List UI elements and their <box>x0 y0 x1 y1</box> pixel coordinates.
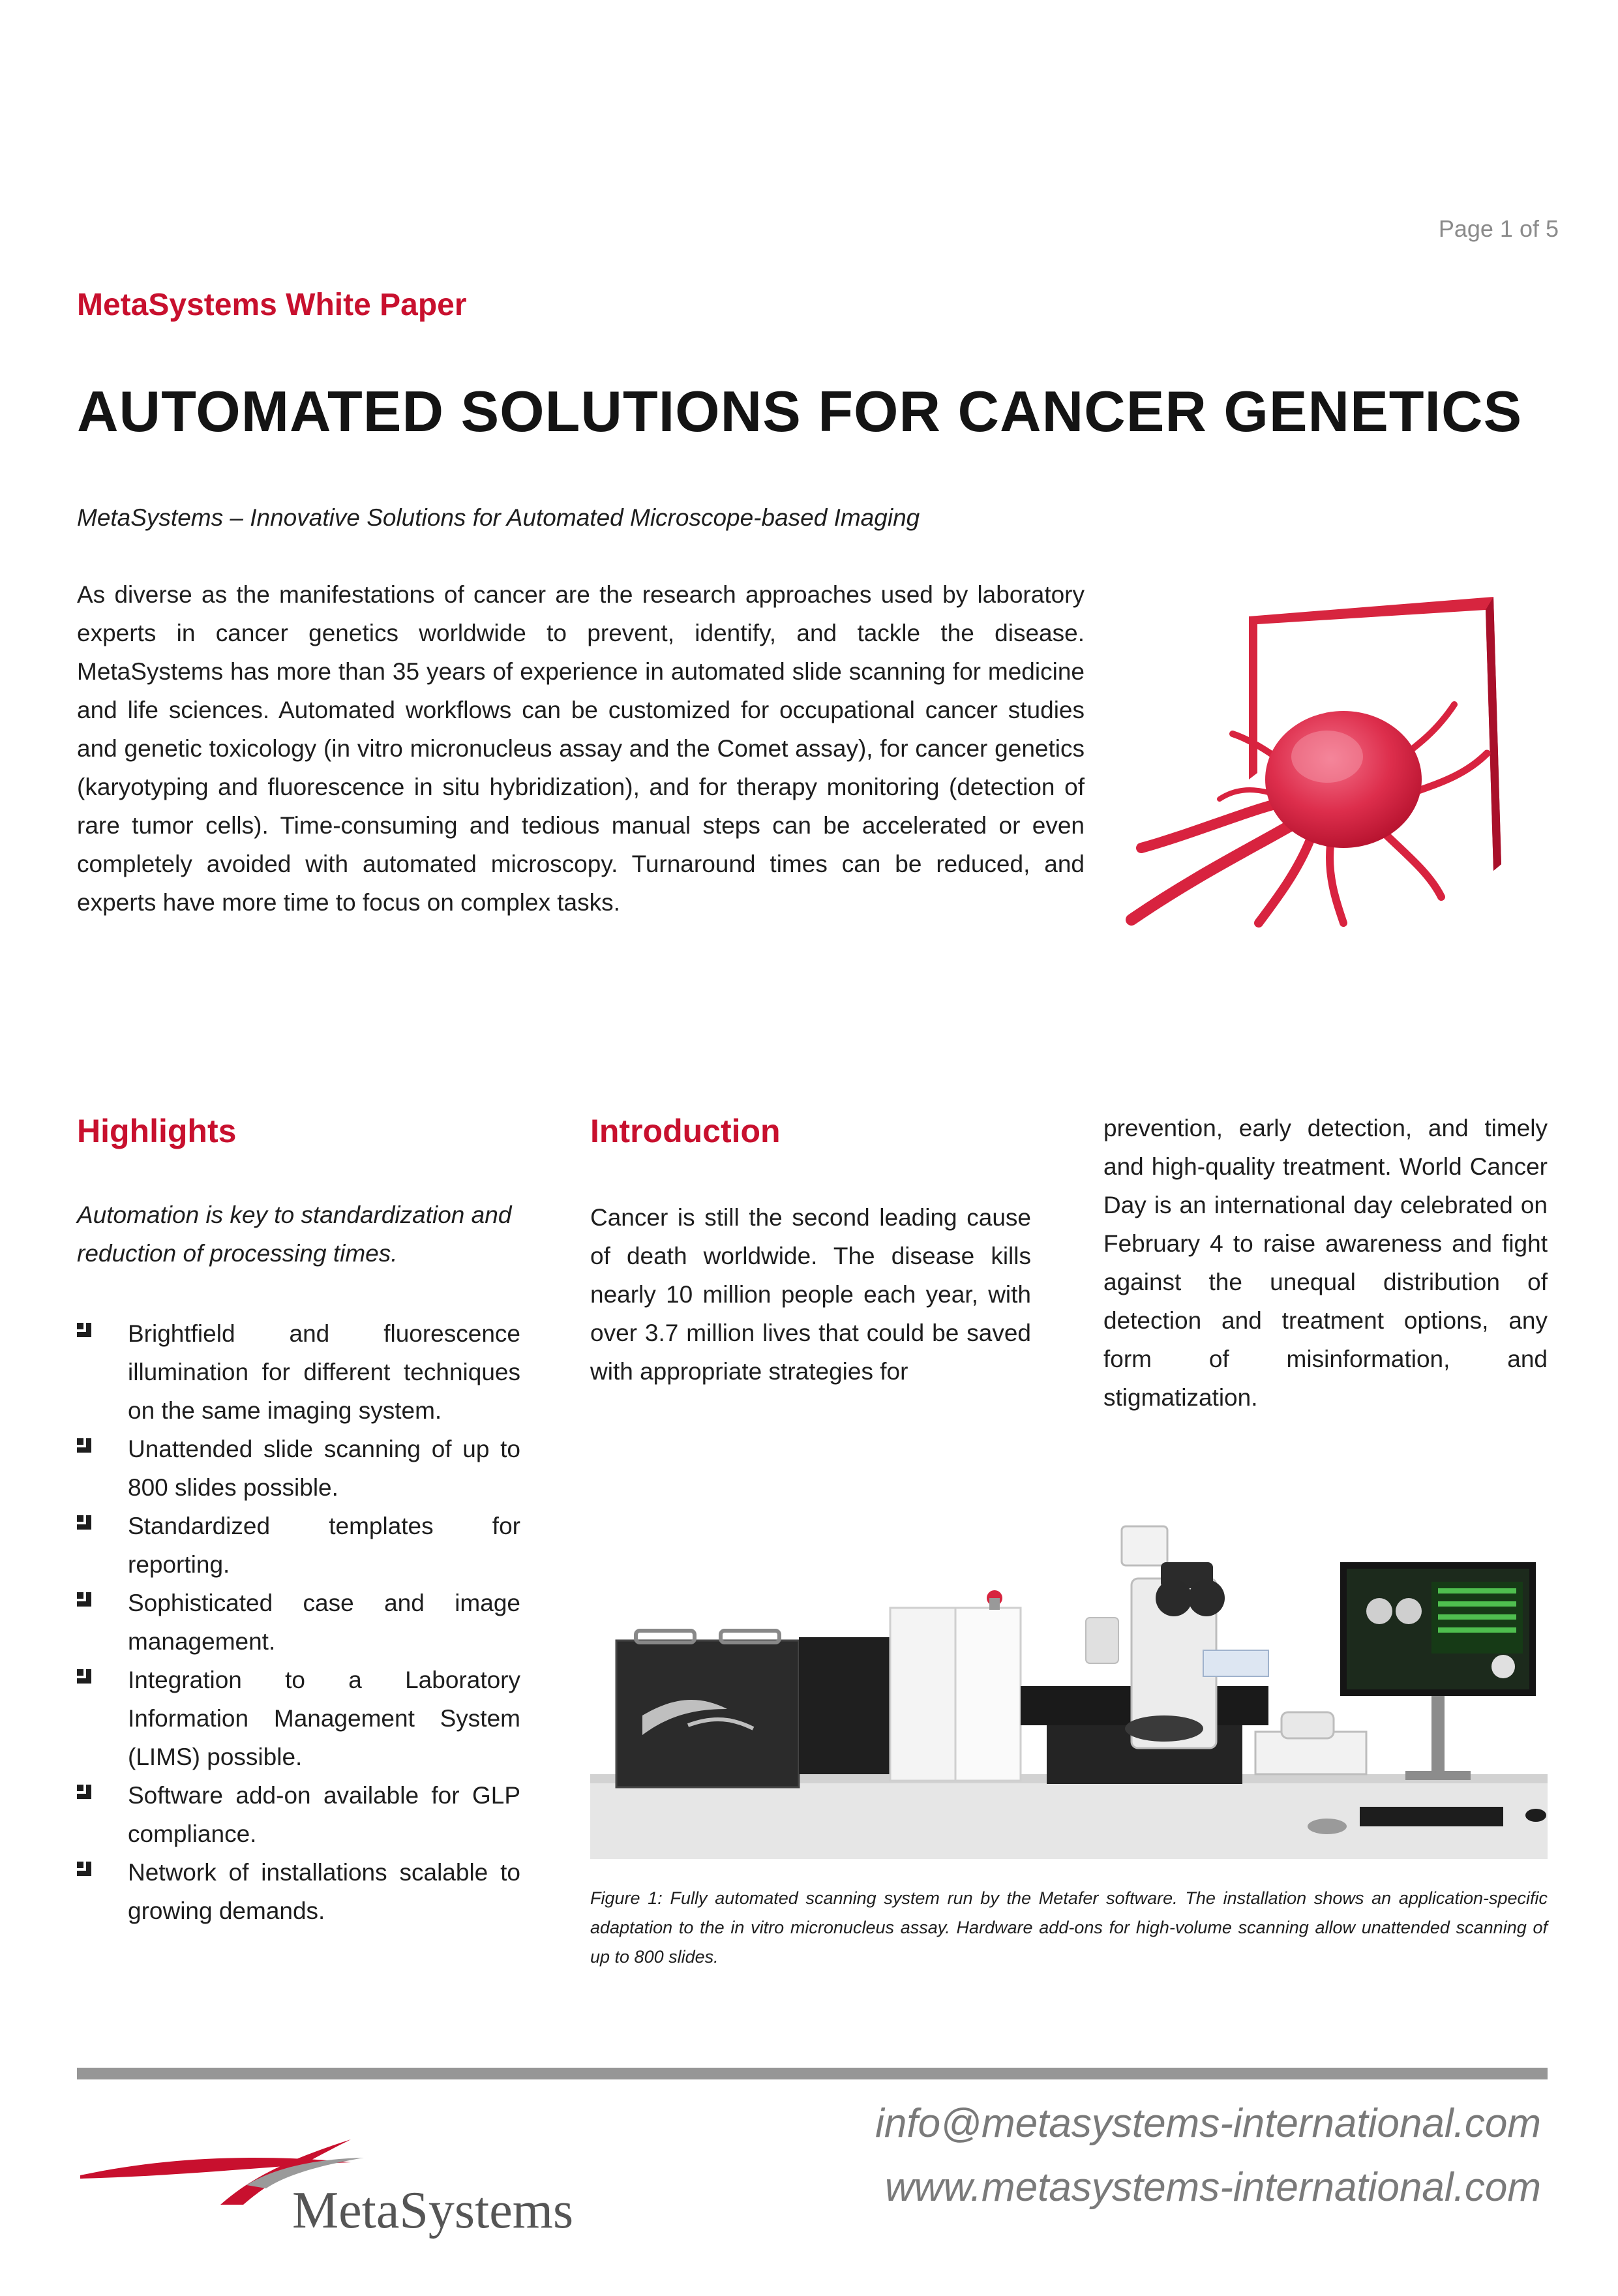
list-item-text: Network of installations scalable to growing demands. <box>128 1859 520 1924</box>
scanning-system-photo <box>590 1500 1548 1879</box>
list-item <box>77 1661 520 1776</box>
loader-housing <box>890 1590 1021 1781</box>
bullet-icon <box>77 1592 97 1612</box>
list-item <box>77 1314 520 1430</box>
list-item <box>77 1507 520 1584</box>
list-item <box>77 1776 520 1853</box>
bullet-icon <box>77 1323 97 1342</box>
list-item <box>77 1853 520 1930</box>
intro-paragraph: As diverse as the manifestations of cancer are the research approaches used by laboratory experts in cancer genetics worldwide to prevent, identify, and tackle the disease. MetaSystems has more than 35 years of experience in automated slide scanning for medicine and life sciences. Automated workflows can be customized for occupational cancer studies and genetic toxicology (in vitro micronucleus assay and the Comet assay), for cancer genetics (karyotyping and fluorescence in situ hybridization), and for therapy monitoring (detection of rare tumor cells). Time-consuming and tedious manual steps can be accelerated or even completely avoided with automated microscopy. Turnaround times can be reduced, and experts have more time to focus on complex tasks. <box>77 581 1085 916</box>
subtitle: MetaSystems – Innovative Solutions for Automated Microscope-based Imaging <box>77 504 920 531</box>
highlights-heading: Highlights <box>77 1113 237 1149</box>
bullet-icon <box>77 1438 97 1458</box>
footer-rule <box>77 2068 1548 2079</box>
highlights-list <box>77 1314 520 1930</box>
metasystems-logo <box>77 2113 599 2244</box>
highlights-lead: Automation is key to standardization and reduction of processing times. <box>77 1201 512 1267</box>
list-item-text: Brightfield and fluorescence illumination for different techniques on the same imaging system. <box>128 1320 520 1424</box>
contact-email[interactable]: info@metasystems-international.com <box>875 2101 1541 2146</box>
introduction-text-col2: prevention, early detection, and timely and high-quality treatment. World Cancer Day is an international day celebrated on February 4 to raise awareness and fight against the unequal distribution of detection and treatment options, any form of misinformation, and stigmatization. <box>1103 1115 1548 1411</box>
bullet-icon <box>77 1785 97 1804</box>
contact-website[interactable]: www.metasystems-international.com <box>884 2165 1541 2210</box>
page-title: AUTOMATED SOLUTIONS FOR CANCER GENETICS <box>77 379 1523 444</box>
rack <box>799 1637 897 1774</box>
introduction-text-col1: Cancer is still the second leading cause of death worldwide. The disease kills nearly 10 million people each year, with over 3.7 million lives that could be saved with appropriate strategies for <box>590 1204 1031 1385</box>
page-number: Page 1 of 5 <box>1438 215 1559 242</box>
list-item <box>77 1584 520 1661</box>
list-item-text: Sophisticated case and image management. <box>128 1590 520 1655</box>
svg-text:MetaSystems: MetaSystems <box>292 2182 574 2239</box>
bullet-icon <box>77 1515 97 1535</box>
slide-loader <box>616 1631 799 1787</box>
microscope <box>1021 1526 1268 1784</box>
list-item <box>77 1430 520 1507</box>
cancer-cell-illustration <box>1102 590 1559 936</box>
list-item-text: Unattended slide scanning of up to 800 slides possible. <box>128 1436 520 1501</box>
introduction-heading: Introduction <box>590 1113 781 1149</box>
list-item-text: Standardized templates for reporting. <box>128 1513 520 1578</box>
document-kicker: MetaSystems White Paper <box>77 288 467 322</box>
list-item-text: Software add-on available for GLP compliance. <box>128 1782 520 1847</box>
list-item-text: Integration to a Laboratory Information Management System (LIMS) possible. <box>128 1667 520 1770</box>
figure-caption: Figure 1: Fully automated scanning system run by the Metafer software. The installation shows an application-specific adaptation to the in vitro micronucleus assay. Hardware add-ons for high-volume scanning allow unattended scanning of up to 800 slides. <box>590 1888 1548 1967</box>
bullet-icon <box>77 1669 97 1689</box>
bullet-icon <box>77 1862 97 1881</box>
